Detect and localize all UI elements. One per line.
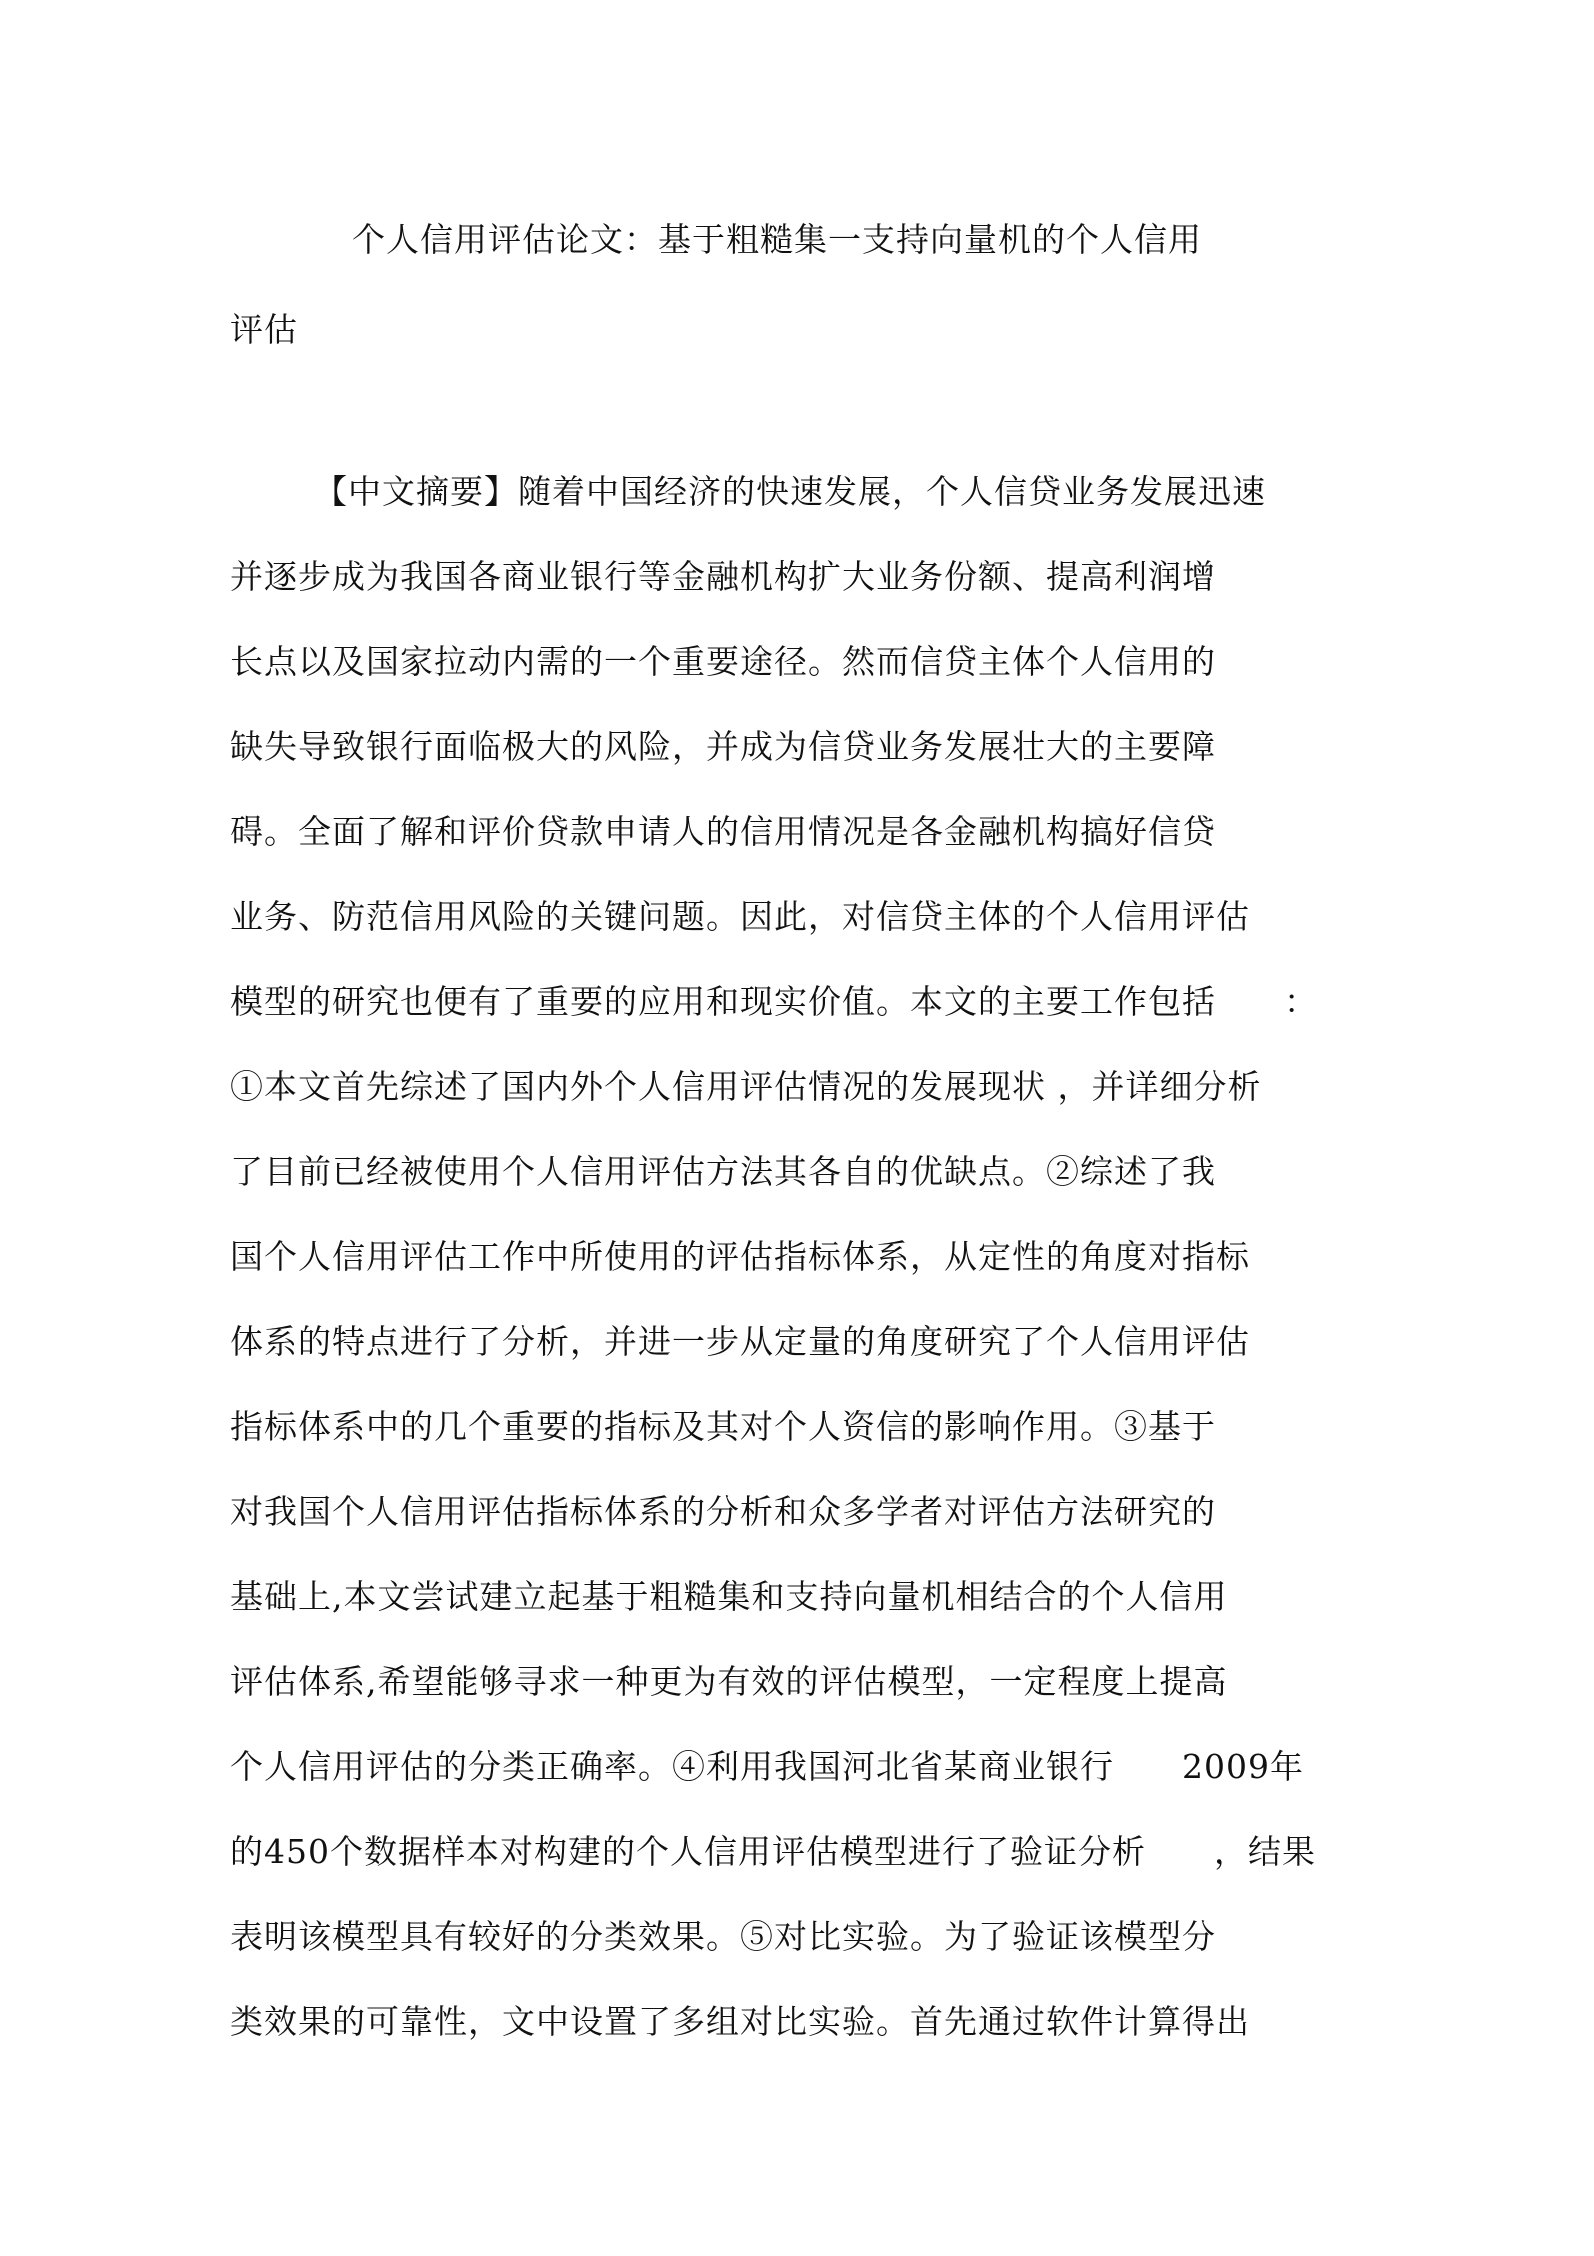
abstract-line: 碍。全面了解和评价贷款申请人的信用情况是各金融机构搞好信贷: [230, 812, 1216, 851]
abstract-line: 评估体系,希望能够寻求一种更为有效的评估模型，一定程度上提高: [230, 1662, 1228, 1701]
abstract-line: 个人信用评估的分类正确率。④利用我国河北省某商业银行 2009年: [230, 1747, 1304, 1786]
abstract-line: 业务、防范信用风险的关键问题。因此，对信贷主体的个人信用评估: [230, 897, 1250, 936]
abstract-line: 长点以及国家拉动内需的一个重要途径。然而信贷主体个人信用的: [230, 642, 1216, 681]
abstract-line: 模型的研究也便有了重要的应用和现实价值。本文的主要工作包括 ：: [230, 982, 1318, 1021]
abstract-line: 了目前已经被使用个人信用评估方法其各自的优缺点。②综述了我: [230, 1152, 1216, 1191]
title-line-1: 个人信用评估论文：基于粗糙集一支持向量机的个人信用: [352, 220, 1202, 259]
abstract-line: 缺失导致银行面临极大的风险，并成为信贷业务发展壮大的主要障: [230, 727, 1216, 766]
abstract-line: 指标体系中的几个重要的指标及其对个人资信的影响作用。③基于: [230, 1407, 1216, 1446]
abstract-line: 表明该模型具有较好的分类效果。⑤对比实验。为了验证该模型分: [230, 1917, 1216, 1956]
abstract-line: 【中文摘要】随着中国经济的快速发展，个人信贷业务发展迅速: [314, 472, 1266, 511]
abstract-line: 体系的特点进行了分析，并进一步从定量的角度研究了个人信用评估: [230, 1322, 1250, 1361]
title-line-2: 评估: [230, 310, 298, 349]
abstract-line: 基础上,本文尝试建立起基于粗糙集和支持向量机相结合的个人信用: [230, 1577, 1228, 1616]
abstract-line: 国个人信用评估工作中所使用的评估指标体系，从定性的角度对指标: [230, 1237, 1250, 1276]
abstract-line: ①本文首先综述了国内外个人信用评估情况的发展现状 ，并详细分析: [230, 1067, 1262, 1106]
abstract-line: 并逐步成为我国各商业银行等金融机构扩大业务份额、提高利润增: [230, 557, 1216, 596]
abstract-line: 的450个数据样本对构建的个人信用评估模型进行了验证分析 ，结果: [230, 1832, 1316, 1871]
abstract-line: 对我国个人信用评估指标体系的分析和众多学者对评估方法研究的: [230, 1492, 1216, 1531]
abstract-line: 类效果的可靠性，文中设置了多组对比实验。首先通过软件计算得出: [230, 2002, 1250, 2041]
